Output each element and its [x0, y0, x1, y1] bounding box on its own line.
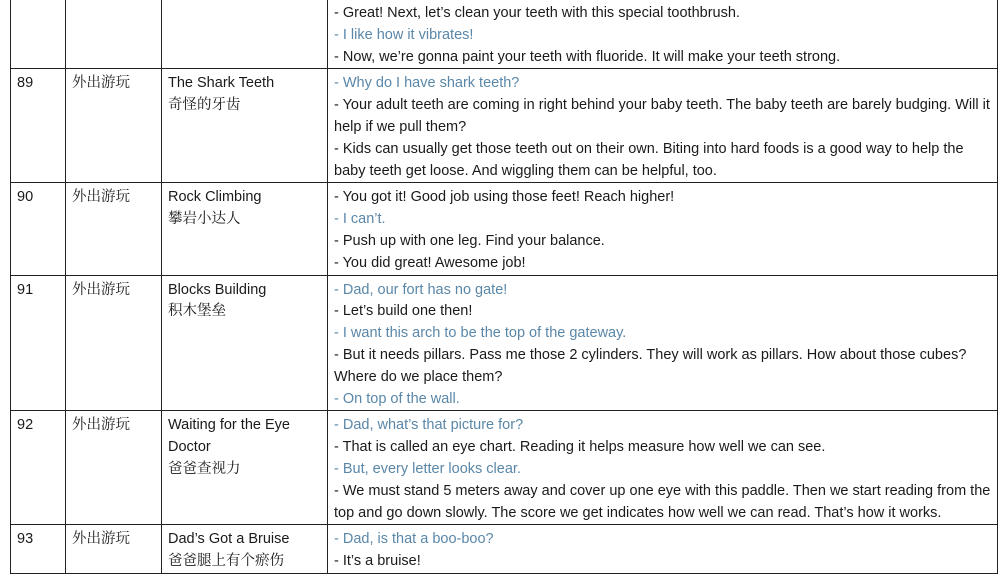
row-title-cell [162, 183, 328, 275]
title-english: Blocks Building [168, 281, 267, 298]
parent-line: - Now, we’re gonna paint your teeth with fluoride. It will make your teeth strong. [334, 48, 841, 65]
title-chinese: 攀岩小达人 [168, 211, 241, 228]
parent-line: - We must stand 5 meters away and cover up one eye with this paddle. Then we start reading from the top and go down slowly. The score we get indicates how well we can read. That’s how it works. [334, 482, 991, 521]
row-category: 外出游玩 [66, 69, 162, 183]
row-number: 89 [11, 69, 66, 183]
dialogue-table [10, 0, 998, 574]
title-english: Rock Climbing [168, 189, 262, 206]
child-line: - I can’t. [334, 211, 386, 228]
title-chinese: 积木堡垒 [168, 303, 226, 320]
child-line: - I like how it vibrates! [334, 26, 474, 43]
row-title-cell [162, 275, 328, 411]
dialogue-cell [328, 275, 998, 411]
title-english: Waiting for the Eye Doctor [168, 417, 290, 456]
row-number: 92 [11, 411, 66, 525]
dialogue-table-body [11, 0, 998, 573]
parent-line: - Kids can usually get those teeth out on their own. Biting into hard foods is a good way to help the baby teeth get loose. And wiggling them can be helpful, too. [334, 140, 964, 179]
table-row [11, 411, 998, 525]
row-category: 外出游玩 [66, 183, 162, 275]
child-line: - But, every letter looks clear. [334, 460, 521, 477]
parent-line: - You did great! Awesome job! [334, 254, 526, 271]
dialogue-cell [328, 525, 998, 574]
row-category [66, 0, 162, 69]
parent-line: - You got it! Good job using those feet! Reach higher! [334, 189, 675, 206]
parent-line: - That is called an eye chart. Reading it helps measure how well we can see. [334, 439, 826, 456]
dialogue-cell [328, 0, 998, 69]
dialogue-cell [328, 411, 998, 525]
title-chinese: 爸爸查视力 [168, 460, 241, 477]
dialogue-cell [328, 69, 998, 183]
child-line: - Dad, is that a boo-boo? [334, 531, 494, 548]
dialogue-cell [328, 183, 998, 275]
table-row [11, 69, 998, 183]
parent-line: - It’s a bruise! [334, 553, 421, 570]
title-chinese: 奇怪的牙齿 [168, 97, 241, 114]
row-category: 外出游玩 [66, 411, 162, 525]
row-title-cell [162, 0, 328, 69]
row-title-cell [162, 525, 328, 574]
parent-line: - Push up with one leg. Find your balance. [334, 232, 605, 249]
parent-line: - But it needs pillars. Pass me those 2 cylinders. They will work as pillars. How about those cubes? Where do we place them? [334, 346, 967, 385]
table-row [11, 183, 998, 275]
child-line: - Dad, our fort has no gate! [334, 281, 508, 298]
parent-line: - Your adult teeth are coming in right behind your baby teeth. The baby teeth are barely budging. Will it help if we pull them? [334, 97, 990, 135]
child-line: - Dad, what’s that picture for? [334, 417, 524, 434]
table-row [11, 525, 998, 574]
table-row [11, 0, 998, 69]
row-number [11, 0, 66, 69]
parent-line: - Let’s build one then! [334, 303, 473, 320]
table-row [11, 275, 998, 411]
child-line: - Why do I have shark teeth? [334, 75, 520, 92]
row-number: 91 [11, 275, 66, 411]
title-english: Dad’s Got a Bruise [168, 531, 290, 548]
child-line: - I want this arch to be the top of the gateway. [334, 325, 627, 342]
title-chinese: 爸爸腿上有个瘀伤 [168, 553, 284, 570]
row-title-cell [162, 411, 328, 525]
parent-line: - Great! Next, let’s clean your teeth with this special toothbrush. [334, 5, 740, 21]
row-title-cell [162, 69, 328, 183]
row-category: 外出游玩 [66, 525, 162, 574]
row-number: 90 [11, 183, 66, 275]
row-category: 外出游玩 [66, 275, 162, 411]
row-number: 93 [11, 525, 66, 574]
child-line: - On top of the wall. [334, 390, 460, 407]
title-english: The Shark Teeth [168, 75, 275, 92]
